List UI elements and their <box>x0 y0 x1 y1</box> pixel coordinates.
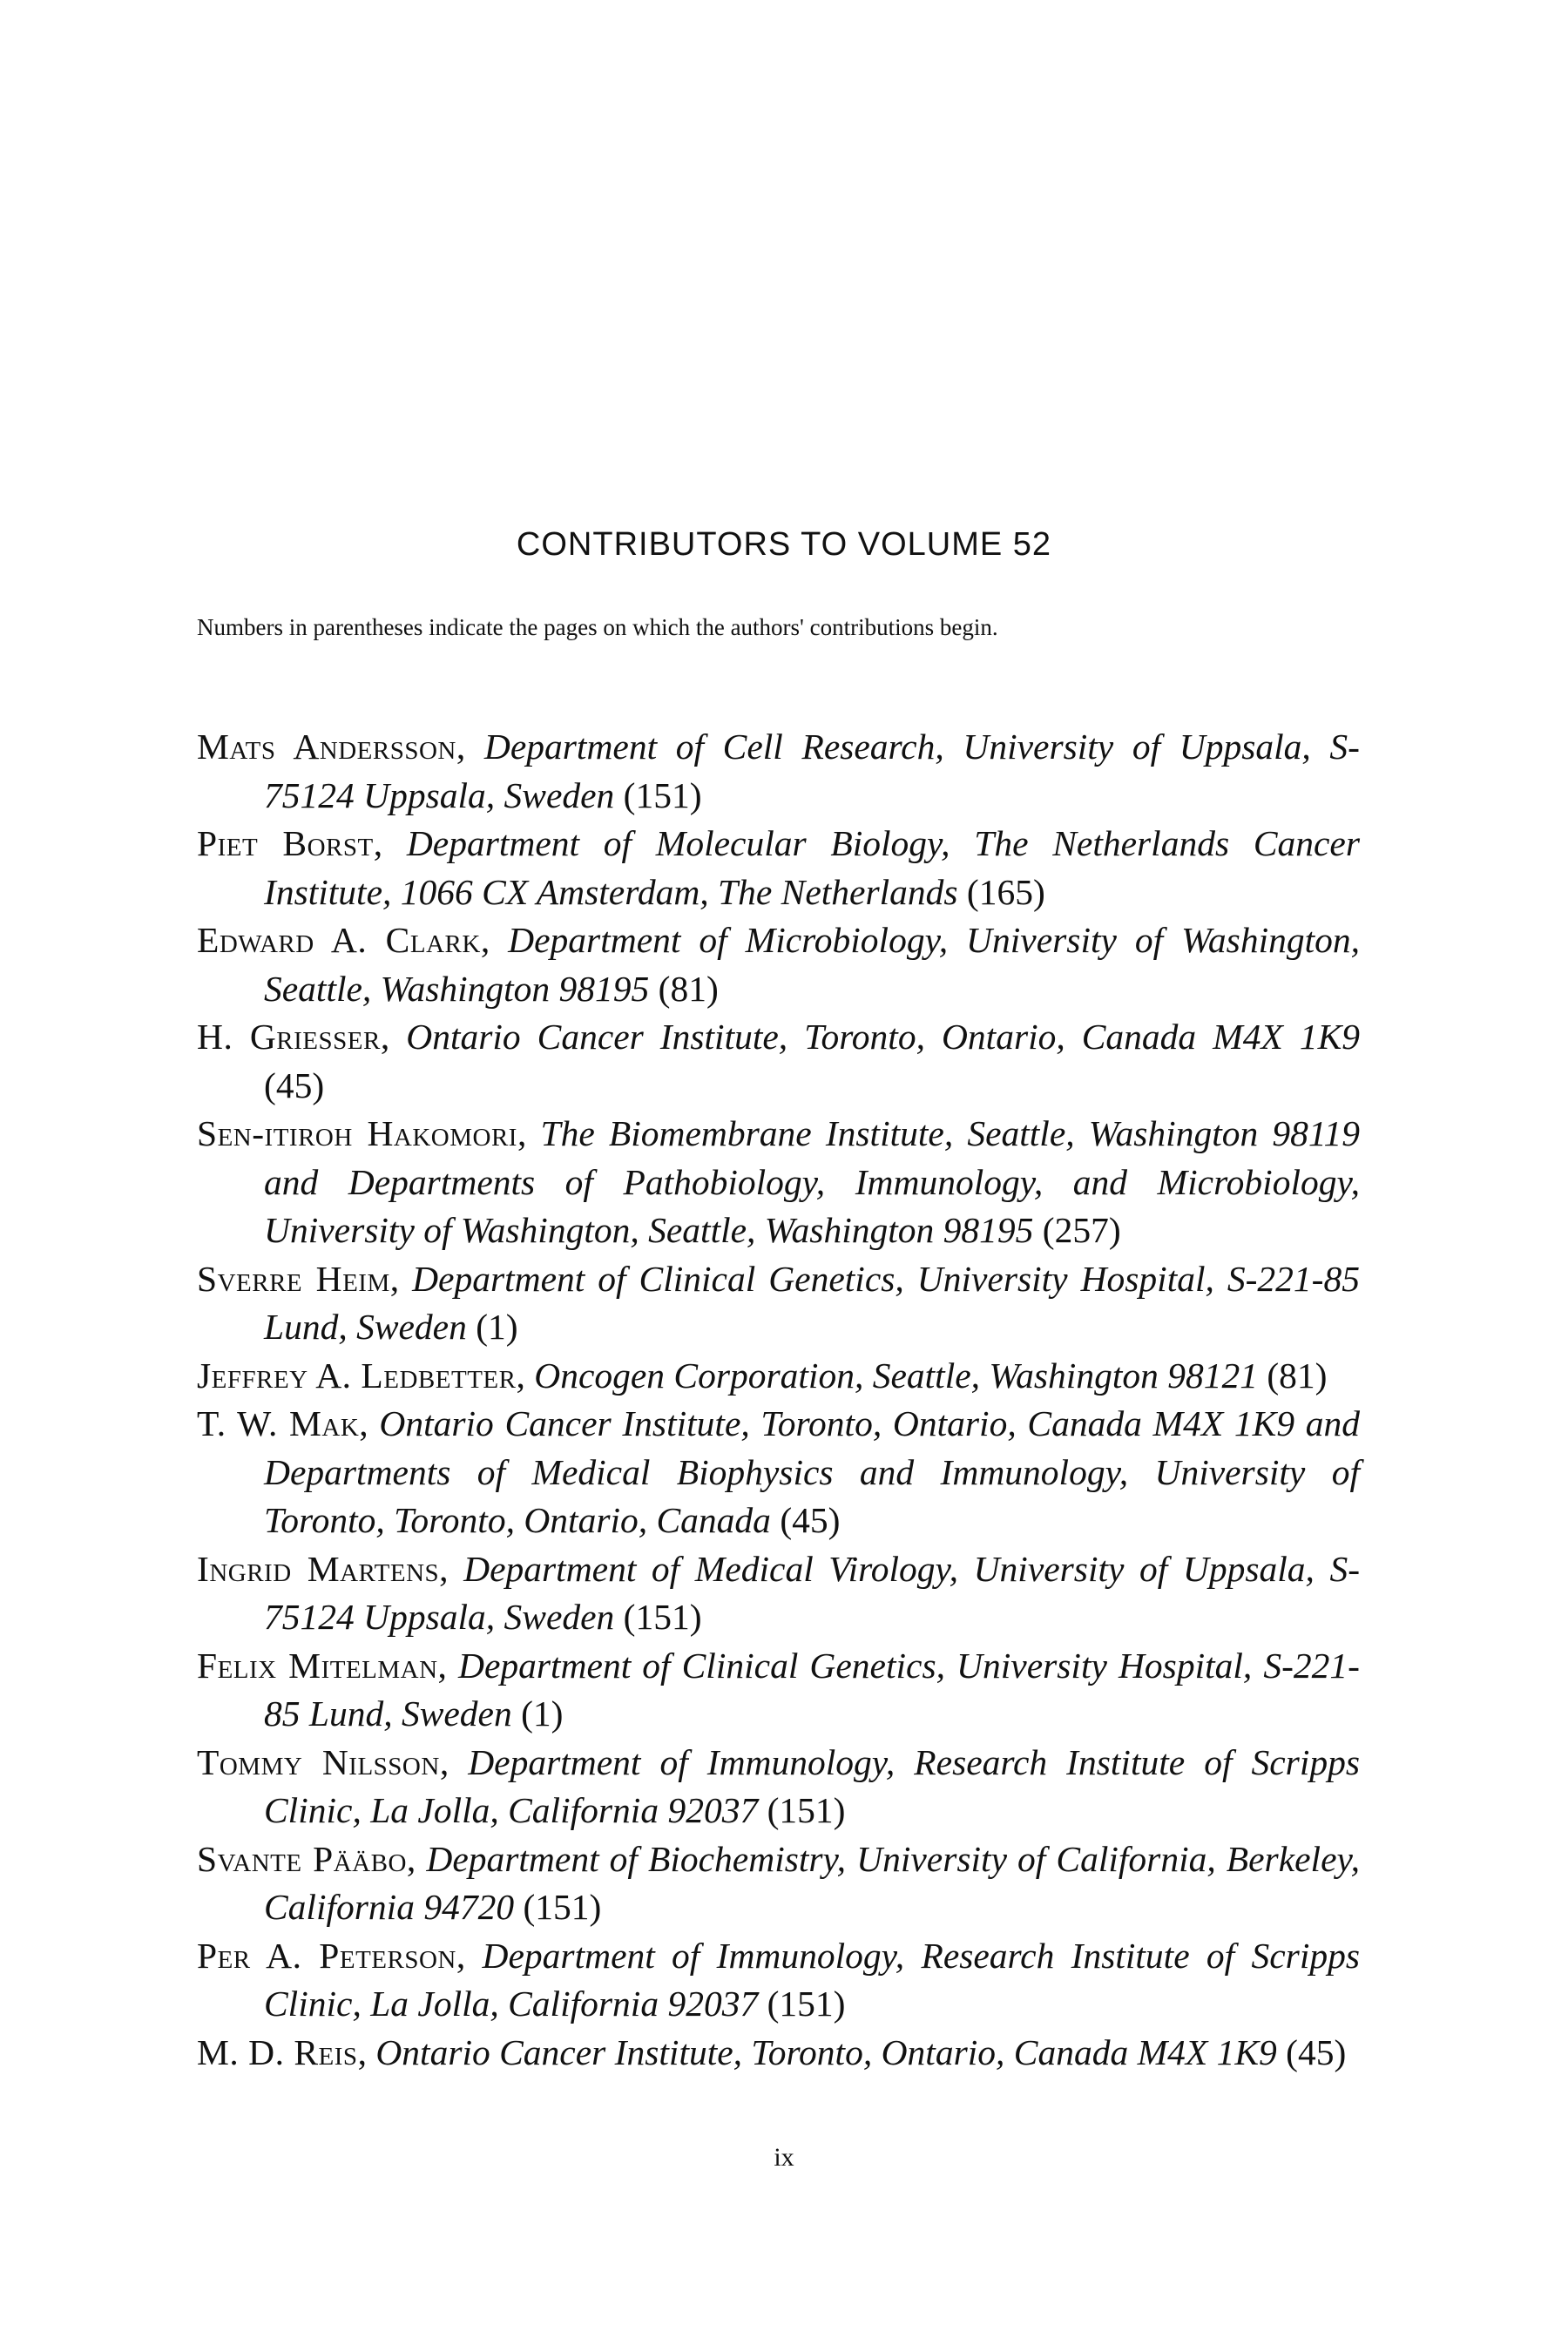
contributor-entry: Felix Mitelman, Department of Clinical Genetics, University Hospital, S-221-85 Lund, Sweden (1) <box>197 1645 1360 1734</box>
contributor-affiliation: Department of Clinical Genetics, University Hospital, S-221-85 Lund, Sweden <box>264 1645 1360 1734</box>
contributor-affiliation: The Biomembrane Institute, Seattle, Washington 98119 and Departments of Pathobiology, Immunology, and Microbiology, University of Washington, Seattle, Washington 98195 <box>264 1113 1361 1250</box>
contributor-name: H. Griesser <box>197 1017 381 1057</box>
contributor-page: (151) <box>767 1984 846 2024</box>
contributor-affiliation: Department of Microbiology, University of Washington, Seattle, Washington 98195 <box>264 920 1361 1009</box>
contributor-list <box>197 723 1360 2077</box>
contributor-affiliation: Department of Cell Research, University of Uppsala, S-75124 Uppsala, Sweden <box>264 727 1360 815</box>
contributor-affiliation: Oncogen Corporation, Seattle, Washington 98121 <box>534 1355 1258 1396</box>
contributor-affiliation: Department of Medical Virology, University of Uppsala, S-75124 Uppsala, Sweden <box>264 1548 1361 1637</box>
contributor-entry: Mats Andersson, Department of Cell Research, University of Uppsala, S-75124 Uppsala, Sweden (151) <box>197 727 1360 815</box>
contributor-entry: Piet Borst, Department of Molecular Biology, The Netherlands Cancer Institute, 1066 CX Amsterdam, The Netherlands (165) <box>197 823 1361 912</box>
contributor-affiliation: Ontario Cancer Institute, Toronto, Ontario, Canada M4X 1K9 <box>375 2031 1277 2072</box>
contributor-affiliation: Department of Biochemistry, University of California, Berkeley, California 94720 <box>264 1838 1360 1927</box>
contributor-entry: Jeffrey A. Ledbetter, Oncogen Corporation, Seattle, Washington 98121 (81) <box>197 1355 1328 1396</box>
contributor-page: (45) <box>264 1064 325 1105</box>
contributor-entry: Edward A. Clark, Department of Microbiology, University of Washington, Seattle, Washington 98195 (81) <box>197 920 1361 1009</box>
contributor-name: Sverre Heim <box>197 1258 390 1299</box>
contributor-name: Sen-itiroh Hakomori <box>197 1113 517 1153</box>
contributor-page: (165) <box>966 871 1045 912</box>
page-note: Numbers in parentheses indicate the pages on which the authors' contributions begin. <box>197 614 998 640</box>
contributor-name: Svante Pääbo <box>197 1838 407 1879</box>
contributor-affiliation: Department of Immunology, Research Institute of Scripps Clinic, La Jolla, California 92037 <box>264 1935 1360 2024</box>
contributor-name: T. W. Mak <box>197 1403 360 1443</box>
contributor-entry: Sen-itiroh Hakomori, The Biomembrane Institute, Seattle, Washington 98119 and Departments of Pathobiology, Immunology, and Microbiology, University of Washington, Seattle, Washington 98195 (257) <box>197 1113 1361 1250</box>
contributor-page: (45) <box>780 1500 841 1540</box>
contributor-name: M. D. Reis <box>197 2031 358 2072</box>
contributor-affiliation: Department of Immunology, Research Institute of Scripps Clinic, La Jolla, California 92037 <box>264 1741 1360 1830</box>
contributor-name: Tommy Nilsson <box>197 1741 440 1782</box>
contributor-page: (151) <box>523 1887 602 1927</box>
contributor-name: Ingrid Martens <box>197 1548 440 1589</box>
contributor-page: (151) <box>767 1790 846 1830</box>
contributor-page: (81) <box>1267 1355 1328 1396</box>
contributor-entry: Tommy Nilsson, Department of Immunology, Research Institute of Scripps Clinic, La Jolla, California 92037 (151) <box>197 1741 1360 1830</box>
contributor-page: (1) <box>476 1307 518 1347</box>
contributor-name: Edward A. Clark <box>197 920 481 960</box>
contributor-page: (81) <box>658 968 719 1009</box>
contributor-entry: H. Griesser, Ontario Cancer Institute, Toronto, Ontario, Canada M4X 1K9 (45) <box>197 1017 1361 1105</box>
contributor-name: Per A. Peterson <box>197 1935 456 1976</box>
contributor-affiliation: Ontario Cancer Institute, Toronto, Ontario, Canada M4X 1K9 <box>406 1017 1361 1057</box>
contributor-entry: Ingrid Martens, Department of Medical Virology, University of Uppsala, S-75124 Uppsala, Sweden (151) <box>197 1548 1361 1637</box>
contributor-page: (45) <box>1286 2031 1347 2072</box>
contributor-name: Piet Borst <box>197 823 374 863</box>
page-number: ix <box>774 2143 794 2172</box>
contributor-entry: T. W. Mak, Ontario Cancer Institute, Toronto, Ontario, Canada M4X 1K9 and Departments of Medical Biophysics and Immunology, University of Toronto, Toronto, Ontario, Canada (45) <box>197 1403 1361 1540</box>
contributor-entry: Sverre Heim, Department of Clinical Genetics, University Hospital, S-221-85 Lund, Sweden (1) <box>197 1258 1361 1347</box>
page-title: CONTRIBUTORS TO VOLUME 52 <box>516 526 1052 563</box>
contributor-name: Felix Mitelman <box>197 1645 438 1686</box>
contributor-name: Mats Andersson <box>197 727 456 767</box>
contributor-affiliation: Department of Molecular Biology, The Netherlands Cancer Institute, 1066 CX Amsterdam, The Netherlands <box>264 823 1361 912</box>
contributor-entry: M. D. Reis, Ontario Cancer Institute, Toronto, Ontario, Canada M4X 1K9 (45) <box>197 2031 1347 2072</box>
contributor-page: (1) <box>521 1693 564 1734</box>
contributor-affiliation: Ontario Cancer Institute, Toronto, Ontario, Canada M4X 1K9 and Departments of Medical Biophysics and Immunology, University of Toronto, Toronto, Ontario, Canada <box>264 1403 1361 1540</box>
contributor-page: (151) <box>623 1597 702 1637</box>
contributor-affiliation: Department of Clinical Genetics, University Hospital, S-221-85 Lund, Sweden <box>264 1258 1361 1347</box>
contributor-entry: Svante Pääbo, Department of Biochemistry, University of California, Berkeley, California 94720 (151) <box>197 1838 1360 1927</box>
contributor-entry: Per A. Peterson, Department of Immunology, Research Institute of Scripps Clinic, La Jolla, California 92037 (151) <box>197 1935 1360 2024</box>
contributor-page: (257) <box>1042 1210 1121 1250</box>
contributor-page: (151) <box>623 774 702 815</box>
contributor-name: Jeffrey A. Ledbetter <box>197 1355 517 1396</box>
